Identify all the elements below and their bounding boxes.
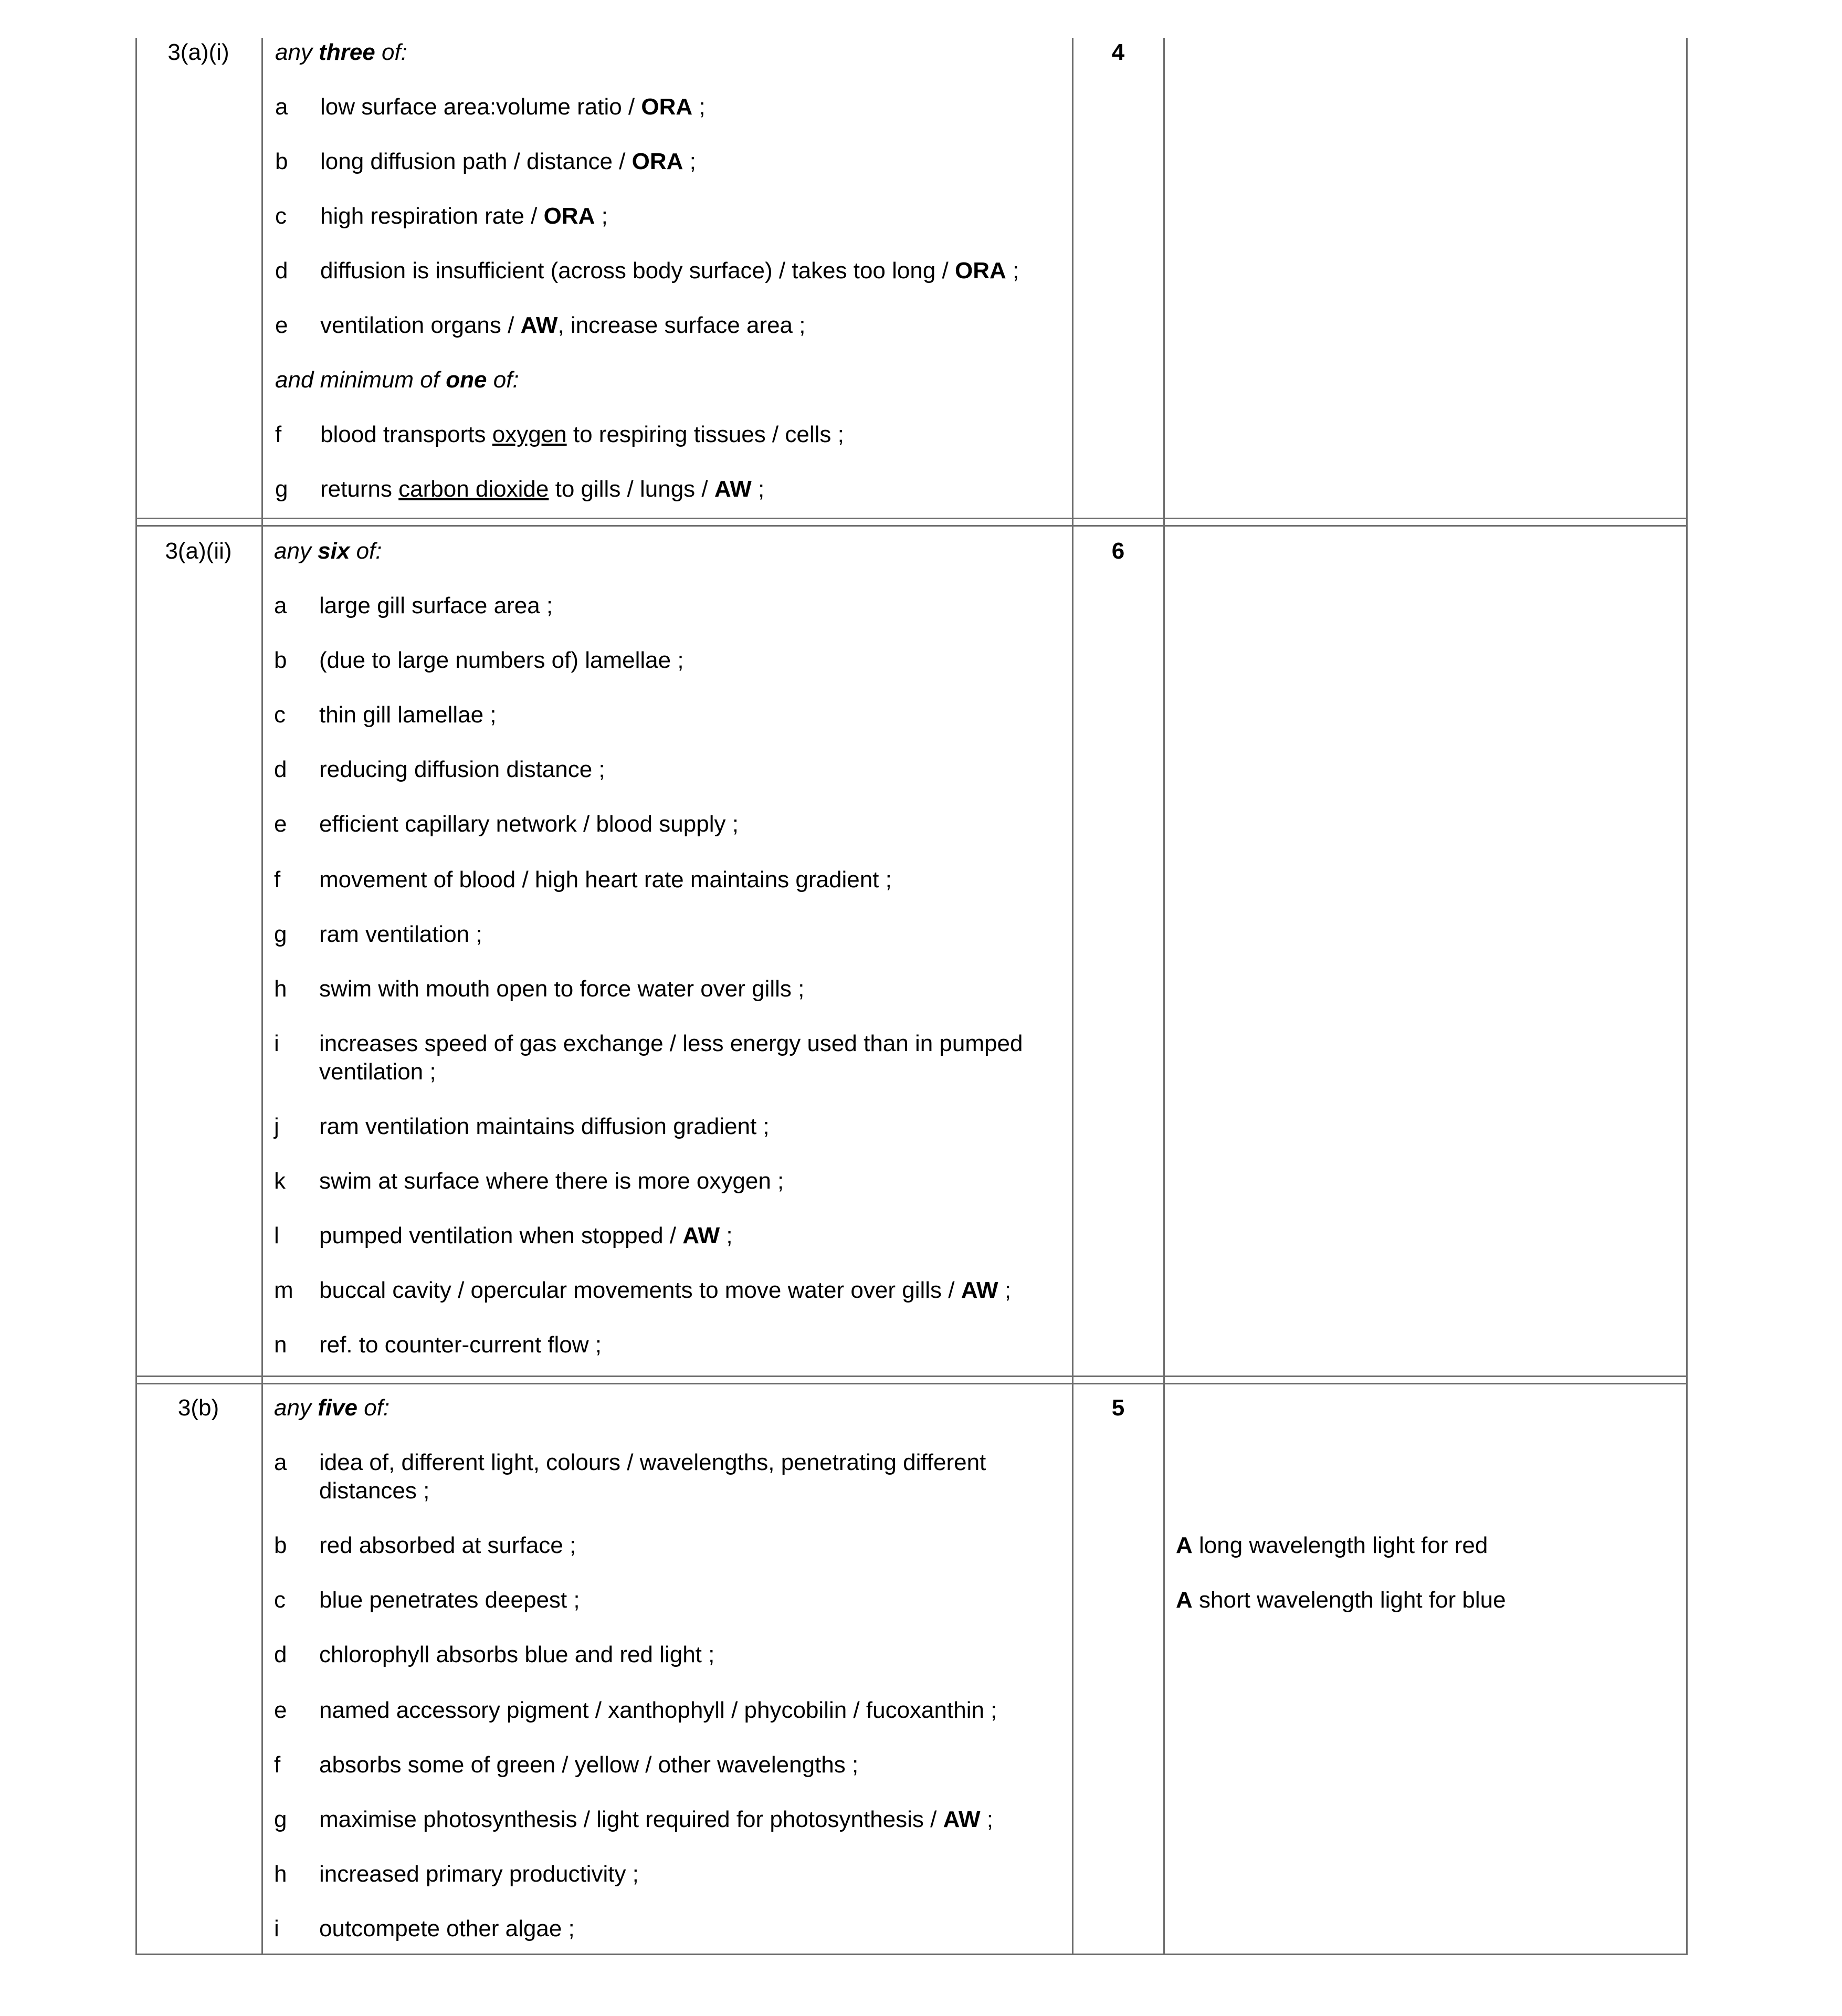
question-number: 3(b) — [177, 1395, 219, 1421]
answer-item: low surface area:volume ratio / ORA ; — [320, 94, 706, 120]
answer-intro: and minimum of one of: — [275, 367, 519, 393]
item-letter: a — [274, 593, 287, 618]
answer-item: chlorophyll absorbs blue and red light ; — [319, 1642, 715, 1667]
answer-item: outcompete other algae ; — [319, 1916, 575, 1941]
item-letter: m — [274, 1277, 293, 1303]
answer-item: long diffusion path / distance / ORA ; — [320, 149, 696, 174]
answer-item: movement of blood / high heart rate maintains gradient ; — [319, 867, 892, 892]
answer-item: blood transports oxygen to respiring tissues / cells ; — [320, 422, 844, 447]
item-letter: a — [275, 94, 288, 120]
item-letter: i — [274, 1031, 279, 1056]
answer-item: diffusion is insufficient (across body surface) / takes too long / ORA ; — [320, 258, 1019, 284]
item-letter: k — [274, 1168, 286, 1194]
answer-item: efficient capillary network / blood supply ; — [319, 811, 739, 837]
item-letter: c — [274, 702, 286, 728]
item-letter: d — [274, 757, 287, 782]
guidance-note: A long wavelength light for red — [1176, 1532, 1488, 1558]
answer-item: reducing diffusion distance ; — [319, 757, 605, 782]
answer-item: thin gill lamellae ; — [319, 702, 497, 728]
item-letter: f — [274, 1752, 281, 1778]
answer-item: buccal cavity / opercular movements to move water over gills / AW ; — [319, 1277, 1012, 1303]
item-letter: c — [274, 1587, 286, 1613]
item-letter: e — [275, 312, 288, 338]
item-letter: c — [275, 203, 287, 229]
section-separator-top — [135, 1376, 1688, 1377]
answer-item: idea of, different light, colours / wavelengths, penetrating different — [319, 1450, 986, 1475]
item-letter: i — [274, 1916, 279, 1941]
item-letter: l — [274, 1223, 279, 1248]
answer-item: maximise photosynthesis / light required for photosynthesis / AW ; — [319, 1807, 993, 1832]
mark-value: 4 — [1111, 39, 1125, 65]
question-column-divider — [261, 38, 263, 1955]
mark-value: 6 — [1111, 538, 1125, 564]
answer-item: swim with mouth open to force water over gills ; — [319, 976, 805, 1002]
answer-item: pumped ventilation when stopped / AW ; — [319, 1223, 733, 1248]
item-letter: f — [274, 867, 281, 892]
table-border-right — [1686, 38, 1688, 1955]
item-letter: g — [275, 476, 288, 502]
item-letter: e — [274, 811, 287, 837]
question-number: 3(a)(i) — [167, 39, 229, 65]
answer-item: ref. to counter-current flow ; — [319, 1332, 602, 1358]
guidance-note: A short wavelength light for blue — [1176, 1587, 1506, 1613]
item-letter: a — [274, 1450, 287, 1475]
table-border-left — [135, 38, 137, 1955]
answer-intro: any three of: — [275, 39, 407, 65]
answer-item-continuation: ventilation ; — [319, 1059, 436, 1085]
item-letter: j — [274, 1114, 279, 1139]
item-letter: b — [274, 647, 287, 673]
mark-value: 5 — [1111, 1395, 1125, 1421]
answer-column-divider — [1072, 38, 1073, 1955]
answer-item: increased primary productivity ; — [319, 1861, 639, 1887]
answer-item: blue penetrates deepest ; — [319, 1587, 580, 1613]
answer-item: high respiration rate / ORA ; — [320, 203, 608, 229]
answer-item: red absorbed at surface ; — [319, 1532, 576, 1558]
answer-intro: any five of: — [274, 1395, 390, 1421]
answer-item: ventilation organs / AW, increase surface area ; — [320, 312, 806, 338]
question-number: 3(a)(ii) — [165, 538, 232, 564]
answer-item: (due to large numbers of) lamellae ; — [319, 647, 684, 673]
table-border-bottom — [135, 1954, 1688, 1955]
item-letter: n — [274, 1332, 287, 1358]
answer-item: ram ventilation maintains diffusion gradient ; — [319, 1114, 770, 1139]
item-letter: h — [274, 1861, 287, 1887]
answer-item: ram ventilation ; — [319, 921, 482, 947]
marks-column-divider — [1163, 38, 1165, 1955]
section-separator-bottom — [135, 525, 1688, 527]
section-separator-top — [135, 518, 1688, 519]
item-letter: g — [274, 921, 287, 947]
item-letter: d — [274, 1642, 287, 1667]
answer-item: absorbs some of green / yellow / other wavelengths ; — [319, 1752, 859, 1778]
item-letter: e — [274, 1697, 287, 1723]
item-letter: b — [274, 1532, 287, 1558]
answer-item-continuation: distances ; — [319, 1478, 430, 1504]
item-letter: h — [274, 976, 287, 1002]
answer-item: swim at surface where there is more oxygen ; — [319, 1168, 784, 1194]
answer-item: named accessory pigment / xanthophyll / phycobilin / fucoxanthin ; — [319, 1697, 997, 1723]
answer-intro: any six of: — [274, 538, 382, 564]
item-letter: g — [274, 1807, 287, 1832]
item-letter: d — [275, 258, 288, 284]
item-letter: f — [275, 422, 282, 447]
answer-item: large gill surface area ; — [319, 593, 553, 618]
section-separator-bottom — [135, 1383, 1688, 1384]
answer-item: returns carbon dioxide to gills / lungs / AW ; — [320, 476, 765, 502]
item-letter: b — [275, 149, 288, 174]
answer-item: increases speed of gas exchange / less energy used than in pumped — [319, 1031, 1023, 1056]
